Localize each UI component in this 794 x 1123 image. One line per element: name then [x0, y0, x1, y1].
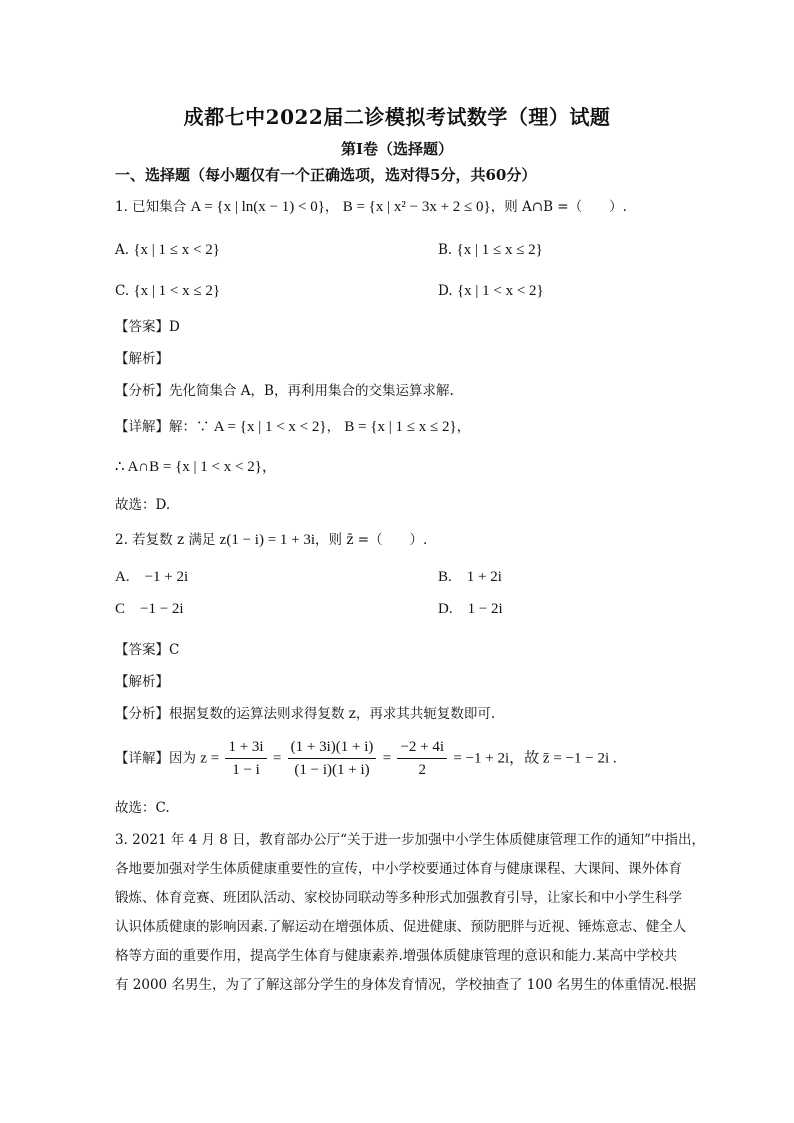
q1-option-d-text: {x | 1 < x < 2} [456, 283, 544, 299]
q1-stem [115, 198, 627, 216]
q1-analysis: 【分析】先化简集合 A，B，再利用集合的交集运算求解. [115, 383, 454, 399]
q2-detail-tail: = −1 + 2i，故 z̄ = −1 − 2i . [453, 750, 617, 767]
q2-option-a: A. −1 + 2i [115, 569, 189, 585]
q1-option-a [115, 241, 220, 259]
q2-option-d: D. 1 − 2i [438, 601, 503, 617]
q1-option-c [115, 282, 220, 300]
q2-answer: 【答案】C [115, 642, 180, 658]
q1-set-a: A = {x | ln(x − 1) < 0} [190, 199, 325, 215]
q3-line: 认识体质健康的影响因素.了解运动在增强体质、促进健康、预防肥胖与近视、锤炼意志、健全人 [115, 919, 687, 935]
q1-option-b-label: B. [438, 242, 453, 258]
q2-stem [115, 531, 427, 549]
q3-line: 各地要加强对学生体质健康重要性的宣传，中小学校要通过体育与健康课程、大课间、课外体育 [115, 861, 682, 877]
q1-option-a-text: {x | 1 ≤ x < 2} [133, 242, 220, 258]
q2-stem-suffix: ，则 z̄ =（ ）. [315, 532, 428, 548]
q1-detail-sep: ， [326, 419, 341, 435]
q1-detail [115, 418, 470, 436]
q2-fraction-2-numerator: (1 + 3i)(1 + i) [288, 738, 377, 759]
q1-option-c-text: {x | 1 < x ≤ 2} [133, 283, 221, 299]
q1-analysis-head: 【解析】 [115, 351, 169, 367]
q2-fraction-3 [397, 738, 447, 779]
q1-option-a-label: A. [115, 242, 130, 258]
q1-detail-set-a: A = {x | 1 < x < 2} [213, 419, 327, 435]
q1-option-d [438, 282, 544, 300]
q3-paragraph [115, 826, 705, 1000]
q2-analysis-head: 【解析】 [115, 674, 169, 690]
q3-line: 格等方面的重要作用，提高学生体育与健康素养.增强体质健康管理的意识和能力.某高中学校共 [115, 948, 678, 964]
q2-detail [115, 738, 617, 779]
q1-stem-prefix: 1. 已知集合 [115, 199, 187, 215]
q2-analysis: 【分析】根据复数的运算法则求得复数 z，再求其共轭复数即可. [115, 706, 496, 722]
q1-option-b-text: {x | 1 ≤ x ≤ 2} [456, 242, 543, 258]
part-subtitle: 第Ⅰ卷（选择题） [340, 140, 454, 158]
q2-detail-prefix: 【详解】因为 [115, 750, 196, 767]
page-title: 成都七中2022届二诊模拟考试数学（理）试题 [183, 105, 611, 129]
q2-fraction-2-denominator: (1 − i)(1 + i) [294, 762, 370, 778]
q1-detail-prefix: 【详解】解：∵ [115, 419, 210, 435]
q2-option-b: B. 1 + 2i [438, 569, 502, 585]
q1-option-c-label: C. [115, 283, 130, 299]
q3-line: 锻炼、体育竞赛、班团队活动、家校协同联动等多种形式加强教育引导，让家长和中小学生科学 [115, 890, 682, 906]
q1-option-b [438, 241, 543, 259]
q2-fraction-3-denominator: 2 [418, 762, 427, 778]
q1-conclusion: 故选：D. [115, 497, 171, 513]
q2-stem-equation: z(1 − i) = 1 + 3i [219, 532, 316, 548]
q2-equals-2: = [382, 750, 392, 767]
q2-equals-1: = [272, 750, 282, 767]
q3-line: 有 2000 名男生，为了了解这部分学生的身体发育情况，学校抽查了 100 名男生的体重情况.根据 [115, 977, 697, 993]
q2-fraction-1-denominator: 1 − i [232, 762, 260, 778]
section-heading: 一、选择题（每小题仅有一个正确选项，选对得5分，共60分） [115, 166, 537, 184]
q1-stem-suffix: ，则 A∩B =（ ）. [490, 199, 627, 215]
q2-stem-prefix: 2. 若复数 z 满足 [115, 532, 216, 548]
q1-option-d-label: D. [438, 283, 453, 299]
q1-sep: ， [324, 199, 339, 215]
q1-therefore: ∴ A∩B = {x | 1 < x < 2}， [115, 459, 277, 475]
q2-option-c: C −1 − 2i [115, 601, 184, 617]
q1-answer: 【答案】D [115, 319, 180, 335]
q2-fraction-3-numerator: −2 + 4i [397, 738, 447, 759]
q2-fraction-1 [225, 738, 266, 779]
q3-line: 3. 2021 年 4 月 8 日，教育部办公厅“关于进一步加强中小学生体质健康管理工作的通知”中指出， [115, 832, 705, 848]
q2-detail-lhs: z = [200, 750, 220, 767]
q2-conclusion: 故选：C. [115, 800, 170, 816]
q1-detail-set-b: B = {x | 1 ≤ x ≤ 2} [344, 419, 457, 435]
q2-fraction-2 [288, 738, 377, 779]
q1-detail-end: ， [456, 419, 471, 435]
q1-set-b: B = {x | x² − 3x + 2 ≤ 0} [342, 199, 491, 215]
q2-fraction-1-numerator: 1 + 3i [225, 738, 266, 759]
